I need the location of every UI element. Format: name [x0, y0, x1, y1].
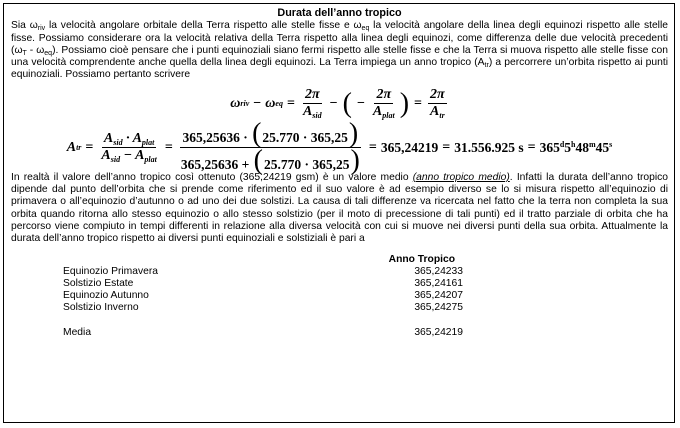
explanation-paragraph [11, 172, 668, 246]
operator: − [123, 148, 133, 164]
table-row-mean [63, 327, 463, 339]
omega-symbol: ω [230, 95, 241, 111]
denominator [428, 104, 447, 119]
symbol: A [135, 148, 145, 164]
numerator [180, 118, 361, 150]
equation-tropical-year: A tr = $\frac{A_{sid} \cdot A_{plat}}{A_{sid} - A_{plat}}$ = $\frac{365,25636 \cdot (25.770 \cdot 365,25)}{365,25636 + (25.770 \cdot 365,25)}$ = 365,24219 = 31.556.925 s = 365$^d$5$^h$48$^m$45$^s$ [66, 118, 613, 177]
subscript: sid [110, 155, 121, 165]
text-segment: In realtà il valore dell’anno tropico così ottenuto (365,24219 gsm) è un valore medio [11, 171, 413, 183]
text-segment: . Infatti la durata dell’anno tropico dipende dal punto dell’orbita che si prende come riferimento ed il suo valore è ad esempio diverso se lo si misura rispetto all’equinozio di primavera o all’equinozio d’autunno o ad uno dei due solstizi. La causa di tali differenze va ricercata nel fatto che la terra non completa la sua orbita quando ritorna allo stesso equinozio o allo stesso solstizio (per il moto di precessione di tali punti) ed il tratto parziale di orbita che ha percorso viene compiuto in tempi differenti in relazione alla diversa velocità con cui si muove nei diversi punti della sua orbita. Attualmente la durata dell’anno tropico rispetto ai diversi punti equinoziali e solstiziali è pari a [11, 171, 668, 245]
fraction [371, 88, 397, 119]
subscript: plat [144, 155, 157, 165]
unit: s [609, 139, 613, 149]
operator: − [356, 95, 365, 111]
text-segment: la velocità angolare orbitale della Terra rispetto alle stelle fisse e [45, 20, 354, 32]
operator: = [368, 139, 377, 155]
row-value: 365,24219 [414, 326, 463, 338]
number: 48 [575, 139, 589, 155]
subscript: eq [44, 49, 53, 57]
omega-symbol: ω [29, 20, 38, 32]
right-paren: ) [348, 118, 359, 150]
numerator [102, 132, 156, 148]
subscript: tr [439, 111, 445, 121]
symbol: A [302, 104, 313, 120]
denominator [99, 148, 158, 163]
page-title: Durata dell’anno tropico [277, 7, 402, 19]
subscript: tr [484, 62, 489, 70]
text-segment: Sia [11, 20, 30, 32]
table-row [63, 266, 463, 278]
right-paren: ) [350, 145, 360, 177]
equation-angular-velocity: ω riv − ω eq = $\frac{2\pi}{A_{sid}}$ − ( − $\frac{2\pi}{A_{plat}}$ ) = $\frac{2\pi}{A_{tr}}$ [230, 87, 445, 121]
text-segment: la velocità angolare della linea degli equinozi rispetto alle stelle fisse. Possiamo considerare ora la velocità relativa della Terra rispetto alla linea degli equinozi, come differenza delle due velocità precedenti ( [11, 20, 668, 56]
fraction [99, 132, 158, 163]
left-paren: ( [342, 87, 352, 119]
operator: = [286, 95, 295, 111]
numerator: 2π [304, 87, 320, 103]
table-row [63, 290, 463, 302]
symbol: A [132, 131, 142, 147]
result-days: 365,24219 [380, 139, 439, 155]
left-paren: ( [253, 145, 263, 177]
subscript: sid [312, 111, 322, 121]
row-label: Equinozio Autunno [63, 290, 149, 302]
row-value: 365,24207 [414, 290, 463, 302]
subscript: riv [37, 25, 46, 33]
operator: = [164, 139, 173, 155]
intro-paragraph [11, 20, 668, 81]
emphasis-text: (anno tropico medio) [412, 171, 510, 183]
number: 5 [564, 139, 572, 155]
subscript: eq [361, 25, 370, 33]
number: 365 [539, 139, 560, 155]
subscript: plat [382, 111, 395, 121]
symbol: A [66, 139, 77, 155]
row-label: Equinozio Primavera [63, 265, 159, 277]
omega-symbol: ω [353, 20, 362, 32]
operator: = [527, 139, 536, 155]
text-segment: ) a percorrere un’orbita rispetto ai punti equinoziali. Possiamo pertanto scrivere [11, 57, 668, 81]
left-paren: ( [252, 118, 262, 150]
omega-symbol: ω [14, 44, 23, 56]
fraction [428, 88, 447, 119]
symbol: A [430, 104, 440, 120]
operator: − [329, 95, 338, 111]
number: 25.770 · 365,25 [264, 157, 350, 173]
unit: h [571, 139, 576, 149]
fraction [301, 88, 324, 119]
operator: − [253, 95, 262, 111]
operator: = [414, 95, 423, 111]
number: 365,25636 [182, 130, 240, 146]
operator: · [243, 130, 248, 146]
row-label: Media [63, 326, 92, 338]
operator: + [241, 157, 250, 173]
symbol: A [101, 148, 111, 164]
document-frame [3, 3, 675, 423]
table-row [63, 302, 463, 314]
numerator: 2π [376, 87, 392, 103]
row-value: 365,24233 [414, 265, 463, 277]
row-label: Solstizio Inverno [63, 302, 139, 314]
numerator: 2π [430, 87, 445, 103]
subscript: T [22, 49, 27, 57]
text-segment: - ω [26, 44, 45, 56]
number: 45 [595, 139, 610, 155]
denominator [179, 145, 363, 177]
right-paren: ) [399, 87, 410, 119]
number: 25.770 · 365,25 [262, 130, 348, 146]
unit: m [588, 139, 596, 149]
table-header [63, 254, 463, 266]
denominator [371, 104, 397, 119]
spacer [63, 315, 463, 327]
operator: · [126, 131, 130, 147]
unit: d [559, 139, 565, 149]
subscript: plat [141, 138, 155, 148]
fraction [179, 118, 363, 177]
row-value: 365,24275 [414, 302, 463, 314]
row-value: 365,24161 [414, 277, 463, 289]
tropical-year-table [63, 254, 463, 339]
table-row [63, 278, 463, 290]
subscript: sid [113, 138, 123, 148]
header-spacer [63, 254, 313, 266]
denominator [301, 104, 324, 119]
column-header: Anno Tropico [388, 253, 455, 265]
symbol: A [372, 104, 383, 120]
text-segment: ). Possiamo cioè pensare che i punti equinoziali siano fermi rispetto alle stelle fisse e che la Terra si muova rispetto alle stelle fisse con una velocità comprendente anche quella della linea degli equinozi. La Terra impiega un anno tropico (A [11, 44, 669, 69]
row-label: Solstizio Estate [63, 277, 134, 289]
number: 365,25636 [180, 157, 239, 173]
operator: = [85, 139, 94, 155]
symbol: A [103, 131, 114, 147]
result-seconds: 31.556.925 s [454, 139, 524, 155]
omega-symbol: ω [265, 95, 276, 111]
operator: = [442, 139, 451, 155]
result-dhms [539, 139, 613, 155]
